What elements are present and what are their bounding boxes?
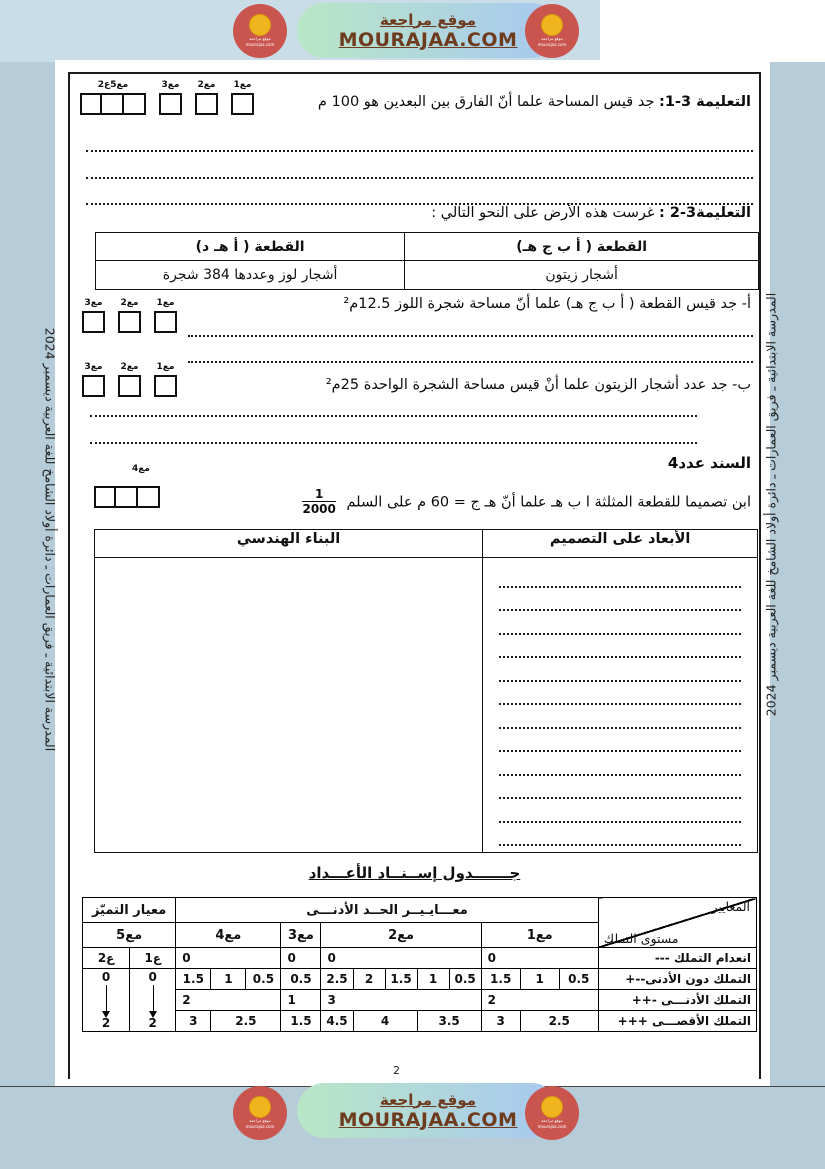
criterion-label: مع3 xyxy=(161,80,180,90)
criterion-m5-header: مع5 xyxy=(83,923,176,948)
minimum-criteria-header: معـــايـيــر الحــد الأدنـــى xyxy=(176,898,599,923)
answer-line[interactable] xyxy=(499,823,741,847)
excellence-criterion-header: معيار التميّز xyxy=(83,898,176,923)
score-cell: 4.5 xyxy=(321,1011,353,1032)
score-checkbox[interactable] xyxy=(159,93,182,115)
score-cell: 2 xyxy=(353,969,385,990)
mourajaa-badge-icon: موقع مراجعة mourajaa.com xyxy=(233,4,287,58)
mourajaa-badge-icon: موقع مراجعة mourajaa.com xyxy=(525,4,579,58)
score-cell: 0.5 xyxy=(246,969,281,990)
plot-abjh-header: القطعة ( أ ب ج هـ) xyxy=(405,233,759,261)
score-boxes-group-1 xyxy=(80,80,254,115)
plot-ahd-header: القطعة ( أ هـ د) xyxy=(96,233,405,261)
score-checkbox[interactable] xyxy=(154,311,177,333)
score-box-unit xyxy=(195,80,218,115)
score-box-unit xyxy=(80,80,146,115)
top-right-corner xyxy=(600,0,825,62)
plot-abjh-value: أشجار زيتون xyxy=(405,261,759,290)
score-cell: 1 xyxy=(417,969,449,990)
geometric-construction-header: البناء الهندسي xyxy=(95,530,483,558)
table-header-row xyxy=(95,530,758,558)
score-checkbox[interactable] xyxy=(94,486,116,508)
answer-line[interactable] xyxy=(499,705,741,729)
score-cell: 2 xyxy=(481,990,598,1011)
answer-line[interactable] xyxy=(499,658,741,682)
excellence-a1-range-cell: 0 2 xyxy=(130,969,176,1032)
score-cell: 2.5 xyxy=(211,1011,281,1032)
logo-circle-icon xyxy=(541,14,563,36)
score-cell: 1 xyxy=(520,969,559,990)
answer-line[interactable] xyxy=(499,564,741,588)
score-cell: 3 xyxy=(176,1011,211,1032)
criterion-label: مع4 xyxy=(132,464,150,474)
score-cell: 4 xyxy=(353,1011,417,1032)
score-cell: 2.5 xyxy=(520,1011,598,1032)
design-dimensions-cell xyxy=(483,558,758,853)
instruction-2-line xyxy=(431,205,751,221)
criterion-m1-header: مع1 xyxy=(481,923,598,948)
grading-scale-table xyxy=(82,897,757,1032)
row-below-minimum xyxy=(83,969,757,990)
plot-ahd-value: أشجار لوز وعددها 384 شجرة xyxy=(96,261,405,290)
criterion-label: مع3 xyxy=(84,362,103,372)
score-checkbox[interactable] xyxy=(118,375,141,397)
score-cell: 0 xyxy=(321,948,481,969)
score-cell: 1.5 xyxy=(281,1011,321,1032)
criterion-label: مع1 xyxy=(156,362,175,372)
criterion-m3-header: مع3 xyxy=(281,923,321,948)
score-cell: 3 xyxy=(481,1011,520,1032)
row-maximum-mastery xyxy=(83,1011,757,1032)
score-box-unit xyxy=(159,80,182,115)
mourajaa-badge-icon: موقع مراجعة mourajaa.com xyxy=(525,1086,579,1140)
score-cell: 0 xyxy=(176,948,281,969)
row-label: التملك دون الأدنى--+ xyxy=(598,969,756,990)
down-arrow-icon xyxy=(106,985,107,1013)
logo-circle-icon xyxy=(541,1096,563,1118)
worksheet-frame xyxy=(68,72,761,1079)
sub-criterion-a2-header: ع2 xyxy=(83,948,130,969)
site-name-arabic: موقع مراجعة xyxy=(379,1090,477,1109)
instruction-1-line xyxy=(318,94,751,110)
score-cell: 2.5 xyxy=(321,969,353,990)
table-row xyxy=(96,261,759,290)
question-b-text: ب- جد عدد أشجار الزيتون علما أنْ قيس مساحة الشجرة الواحدة 25م² xyxy=(325,377,751,393)
answer-line[interactable] xyxy=(499,682,741,706)
header-site-banner xyxy=(297,3,559,58)
score-boxes-group-a xyxy=(82,298,177,333)
score-checkbox[interactable] xyxy=(231,93,254,115)
down-arrow-icon xyxy=(153,985,154,1013)
score-checkbox[interactable] xyxy=(124,93,146,115)
design-dimensions-header: الأبعاد على التصميم xyxy=(483,530,758,558)
answer-line[interactable] xyxy=(499,588,741,612)
row-no-mastery xyxy=(83,948,757,969)
score-checkbox[interactable] xyxy=(138,486,160,508)
fraction-numerator: 1 xyxy=(302,488,335,502)
score-checkbox[interactable] xyxy=(102,93,124,115)
score-cell: 1 xyxy=(211,969,246,990)
criterion-m2-header: مع2 xyxy=(321,923,481,948)
criterion-label: مع3 xyxy=(84,298,103,308)
vertical-school-text-right: المدرسة الابتدائية ـ فريق العمارات ـ دائرة أولاد الشامخ للغة العربية ديسمبر 2024 xyxy=(763,292,779,717)
answer-line[interactable] xyxy=(499,752,741,776)
question-a-text: أ- جد قيس القطعة ( أ ب ج هـ) علما أنّ مساحة شجرة اللوز 12.5م² xyxy=(343,296,751,312)
instruction-2-number: التعليمة3-2 : xyxy=(659,205,751,221)
instruction-1-number: التعليمة 3-1: xyxy=(659,94,751,110)
answer-line[interactable] xyxy=(90,415,697,417)
score-checkbox[interactable] xyxy=(82,311,105,333)
table-body-row xyxy=(95,558,758,853)
criterion-label: مع1 xyxy=(156,298,175,308)
score-checkbox[interactable] xyxy=(154,375,177,397)
answer-line[interactable] xyxy=(90,442,697,444)
scores-table-title: جـــــــدول إســنــاد الأعـــداد xyxy=(308,864,521,882)
site-name-arabic: موقع مراجعة xyxy=(379,10,477,29)
score-cell: 1 xyxy=(281,990,321,1011)
score-strip xyxy=(94,486,160,508)
answer-line[interactable] xyxy=(499,611,741,635)
answer-line[interactable] xyxy=(499,635,741,659)
fraction-denominator: 2000 xyxy=(302,502,336,517)
table-header-row xyxy=(96,233,759,261)
score-boxes-group-4 xyxy=(94,464,160,508)
score-checkbox[interactable] xyxy=(118,311,141,333)
instruction-1-text: جد قيس المساحة علما أنّ الفارق بين البعدين هو 100 م xyxy=(317,94,660,110)
score-cell: 1.5 xyxy=(481,969,520,990)
mourajaa-badge-icon: موقع مراجعة mourajaa.com xyxy=(233,1086,287,1140)
score-cell: 0.5 xyxy=(559,969,598,990)
row-label: انعدام التملك --- xyxy=(598,948,756,969)
score-cell: 1.5 xyxy=(385,969,417,990)
vertical-school-text-left: المدرسة الابتدائية ـ فريق العمارات ـ دائرة أولاد الشامخ للغة العربية ديسمبر 2024 xyxy=(42,327,58,752)
criterion-label: مع2 xyxy=(197,80,216,90)
corner-mastery-label: مستوى التملك xyxy=(603,931,679,946)
criterion-label: مع2 xyxy=(120,298,139,308)
answer-line[interactable] xyxy=(499,776,741,800)
answer-line[interactable] xyxy=(188,335,753,337)
logo-circle-icon xyxy=(249,14,271,36)
corner-diagonal-cell xyxy=(598,898,756,948)
row-minimum-mastery xyxy=(83,990,757,1011)
logo-circle-icon xyxy=(249,1096,271,1118)
page-number: 2 xyxy=(393,1064,400,1077)
score-cell: 0.5 xyxy=(449,969,481,990)
scale-fraction xyxy=(302,488,335,517)
answer-line[interactable] xyxy=(86,177,753,179)
construction-drawing-area[interactable] xyxy=(95,558,483,853)
row-label: التملك الأقصـــى +++ xyxy=(598,1011,756,1032)
design-construction-table xyxy=(94,529,758,853)
support-4-statement xyxy=(296,488,751,517)
score-cell: 3.5 xyxy=(417,1011,481,1032)
support-4-text: ابن تصميما للقطعة المثلثة ا ب هـ علما أنّ هـ ج = 60 م على السلم xyxy=(346,494,751,511)
table-header-row xyxy=(83,898,757,923)
answer-line[interactable] xyxy=(86,150,753,152)
criterion-label: مع5ع2 xyxy=(97,80,129,90)
criterion-label: مع1 xyxy=(233,80,252,90)
corner-criteria-label: المعايير xyxy=(711,899,750,914)
score-cell: 0 xyxy=(481,948,598,969)
answer-line[interactable] xyxy=(499,729,741,753)
score-checkbox[interactable] xyxy=(80,93,102,115)
score-cell: 3 xyxy=(321,990,481,1011)
score-cell: 0 xyxy=(281,948,321,969)
criterion-label: مع2 xyxy=(120,362,139,372)
score-box-unit xyxy=(231,80,254,115)
land-plots-table xyxy=(95,232,759,290)
answer-line[interactable] xyxy=(499,799,741,823)
support-4-title: السند عدد4 xyxy=(667,454,751,472)
instruction-2-text: غرست هذه الأرض على النحو التالي : xyxy=(431,205,660,221)
score-cell: 0.5 xyxy=(281,969,321,990)
row-label: التملك الأدنـــى -++ xyxy=(598,990,756,1011)
footer-site-banner xyxy=(297,1083,559,1138)
score-cell: 2 xyxy=(176,990,281,1011)
site-url-link[interactable]: MOURAJAA.COM xyxy=(338,1108,518,1131)
answer-line[interactable] xyxy=(188,361,753,363)
score-checkbox[interactable] xyxy=(82,375,105,397)
score-strip xyxy=(80,93,146,115)
score-checkbox[interactable] xyxy=(116,486,138,508)
score-boxes-group-b xyxy=(82,362,177,397)
excellence-a2-range-cell: 0 2 xyxy=(83,969,130,1032)
sub-criterion-a1-header: ع1 xyxy=(130,948,176,969)
criterion-m4-header: مع4 xyxy=(176,923,281,948)
score-checkbox[interactable] xyxy=(195,93,218,115)
score-cell: 1.5 xyxy=(176,969,211,990)
site-url-link[interactable]: MOURAJAA.COM xyxy=(338,28,518,51)
